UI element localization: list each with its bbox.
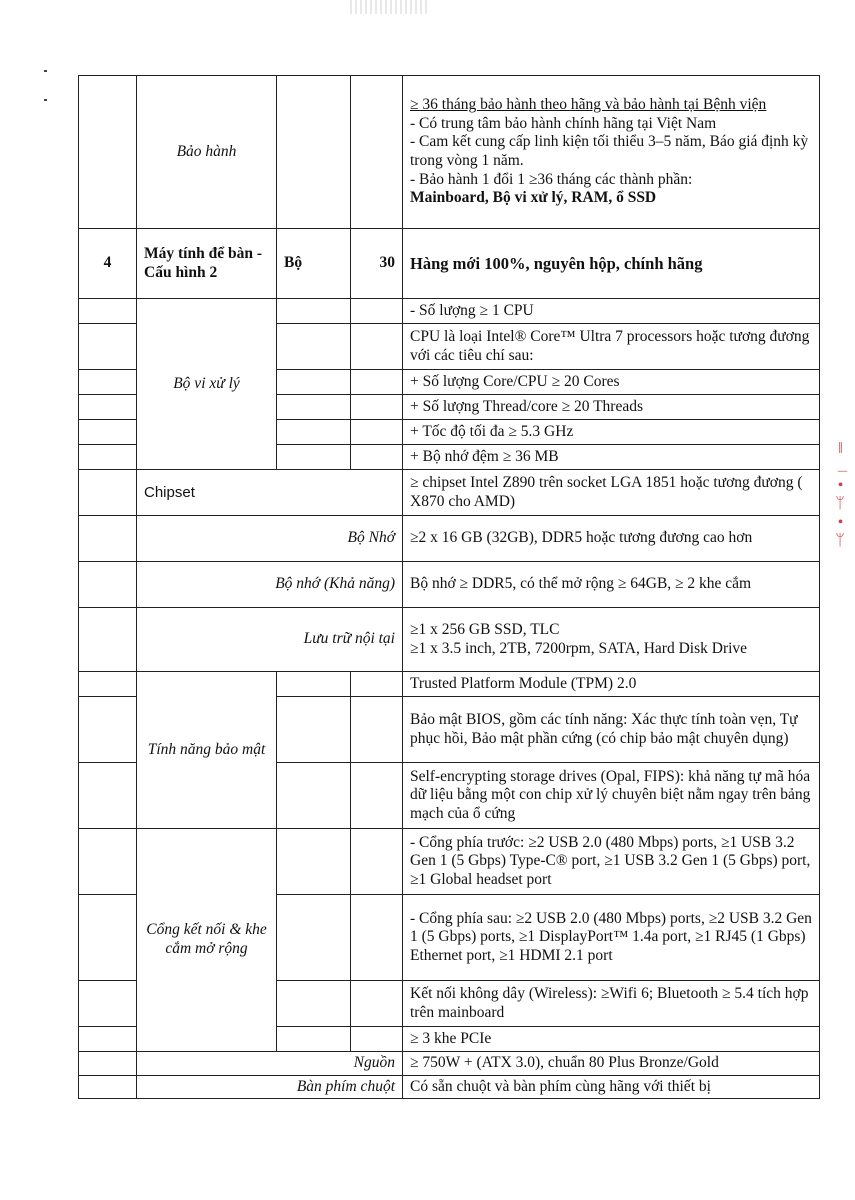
cell-stt [79,76,137,229]
category-psu: Nguồn [137,1052,403,1076]
table-row [79,829,820,895]
category-storage: Lưu trữ nội tại [137,608,403,672]
scan-dot [44,70,47,72]
memory-desc: ≥2 x 16 GB (32GB), DDR5 hoặc tương đương cao hơn [403,516,820,562]
table-row [79,516,820,562]
storage-desc [403,608,820,672]
table-row [79,470,820,516]
cpu-spec: - Số lượng ≥ 1 CPU [403,299,820,324]
item-name: Máy tính để bàn - Cấu hình 2 [137,229,277,299]
item-qty: 30 [351,229,403,299]
keyboard-desc: Có sẵn chuột và bàn phím cùng hãng với thiết bị [403,1075,820,1099]
cpu-spec: + Số lượng Core/CPU ≥ 20 Cores [403,370,820,395]
storage-line: ≥1 x 256 GB SSD, TLC [410,620,560,638]
table-row [79,672,820,697]
table-row [79,608,820,672]
warranty-desc [403,76,820,229]
table-row [79,229,820,299]
category-memory: Bộ Nhớ [137,516,403,562]
chipset-desc: ≥ chipset Intel Z890 trên socket LGA 1851 hoặc tương đương ( X870 cho AMD) [403,470,820,516]
item-desc: Hàng mới 100%, nguyên hộp, chính hãng [403,229,820,299]
category-chipset: Chipset [137,470,403,516]
cell-unit [277,76,351,229]
security-spec: Bảo mật BIOS, gồm các tính năng: Xác thực tính toàn vẹn, Tự phục hồi, Bảo mật phần cứng (có chip bảo mật chuyên dụng) [403,697,820,763]
category-cpu: Bộ vi xử lý [137,299,277,470]
warranty-line: - Bảo hành 1 đổi 1 ≥36 tháng các thành phần: [410,170,693,188]
ports-spec: - Cổng phía sau: ≥2 USB 2.0 (480 Mbps) ports, ≥2 USB 3.2 Gen 1 (5 Gbps) ports, ≥1 DisplayPort™ 1.4a port, ≥1 RJ45 (1 Gbps) Ethernet port, ≥1 HDMI 2.1 port [403,895,820,981]
security-spec: Self-encrypting storage drives (Opal, FIPS): khả năng tự mã hóa dữ liệu bằng một con chip xử lý chuyên biệt nằm ngay trên bảng mạch của ổ cứng [403,763,820,829]
cpu-spec: + Bộ nhớ đệm ≥ 36 MB [403,445,820,470]
ports-spec: ≥ 3 khe PCIe [403,1027,820,1052]
category-security: Tính năng bảo mật [137,672,277,829]
ports-spec: Kết nối không dây (Wireless): ≥Wifi 6; Bluetooth ≥ 5.4 tích hợp trên mainboard [403,981,820,1027]
warranty-line: - Có trung tâm bảo hành chính hãng tại Việt Nam [410,114,717,132]
item-unit: Bộ [277,229,351,299]
category-memory-capacity: Bộ nhớ (Khả năng) [137,562,403,608]
category-ports: Cổng kết nối & khe cắm mở rộng [137,829,277,1052]
scan-dot [44,99,47,101]
category-warranty: Bảo hành [137,76,277,229]
spec-table [78,75,820,1099]
cell-qty [351,76,403,229]
memory-capacity-desc: Bộ nhớ ≥ DDR5, có thể mở rộng ≥ 64GB, ≥ 2 khe cắm [403,562,820,608]
warranty-bold-line: Mainboard, Bộ vi xử lý, RAM, ổ SSD [410,189,657,207]
item-stt: 4 [79,229,137,299]
table-row [79,1075,820,1099]
side-stamp: ‖﹘•ᛘ•ᛘ [832,440,849,551]
warranty-line: - Cam kết cung cấp linh kiện tối thiểu 3–5 năm, Báo giá định kỳ trong vòng 1 năm. [410,133,809,169]
cpu-spec: CPU là loại Intel® Core™ Ultra 7 processors hoặc tương đương với các tiêu chí sau: [403,324,820,370]
table-row [79,562,820,608]
storage-line: ≥1 x 3.5 inch, 2TB, 7200rpm, SATA, Hard Disk Drive [410,639,748,657]
category-keyboard: Bàn phím chuột [137,1075,403,1099]
security-spec: Trusted Platform Module (TPM) 2.0 [403,672,820,697]
cpu-spec: + Tốc độ tối đa ≥ 5.3 GHz [403,420,820,445]
ports-spec: - Cổng phía trước: ≥2 USB 2.0 (480 Mbps) ports, ≥1 USB 3.2 Gen 1 (5 Gbps) Type-C® port, ≥1 USB 3.2 Gen 1 (5 Gbps) port, ≥1 Global headset port [403,829,820,895]
table-row [79,76,820,229]
table-row [79,1052,820,1076]
scan-artifact [350,0,430,14]
warranty-line: ≥ 36 tháng bảo hành theo hãng và bảo hành tại Bệnh viện [410,96,767,114]
cpu-spec: + Số lượng Thread/core ≥ 20 Threads [403,395,820,420]
table-row [79,299,820,324]
psu-desc: ≥ 750W + (ATX 3.0), chuẩn 80 Plus Bronze/Gold [403,1052,820,1076]
